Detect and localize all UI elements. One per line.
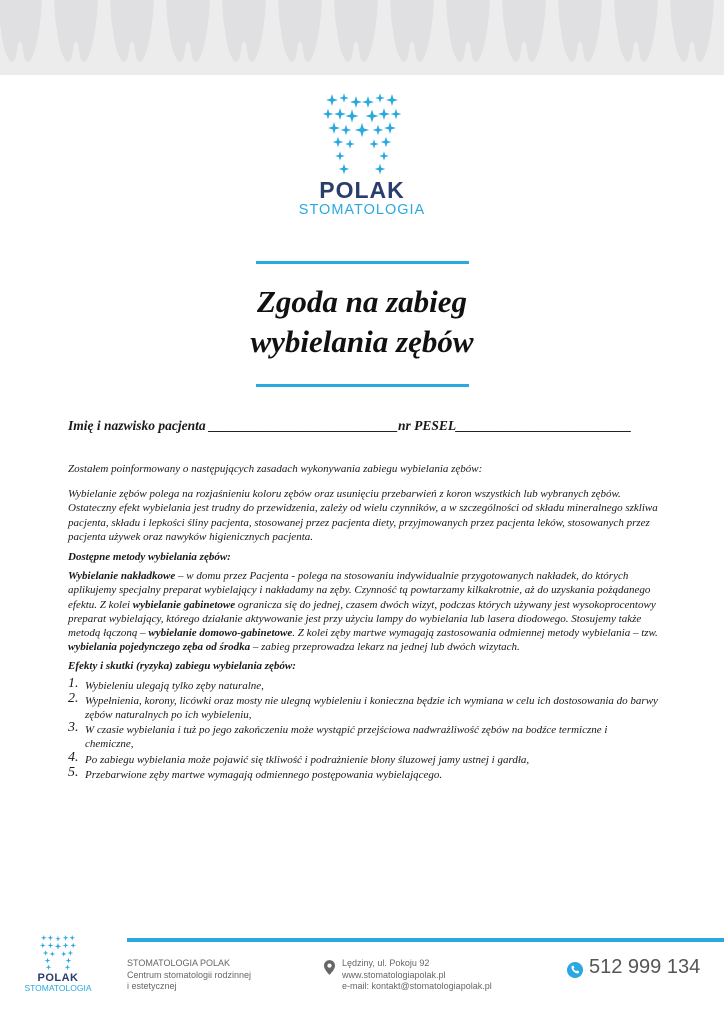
title-line-2: wybielania zębów — [250, 324, 474, 359]
intro-paragraph: Zostałem poinformowany o następujących zasadach wykonywania zabiegu wybielania zębów: — [68, 463, 483, 475]
footer-website-link[interactable]: www.stomatologiapolak.pl — [342, 969, 446, 980]
footer-brand-name: POLAK — [37, 972, 79, 984]
list-item-text: Po zabiegu wybielania może pojawić się tkliwość i podrażnienie błony śluzowej jamy ustnej i gardła, — [85, 753, 530, 766]
list-item-text: Wypełnienia, korony, licówki oraz mosty nie ulegną wybieleniu i konieczna będzie ich wymiana w celu ich dostosowania do barwy zębów naturalnych po ich wybieleniu, — [85, 694, 658, 722]
title-line-1: Zgoda na zabieg — [256, 284, 468, 319]
methods-paragraph — [68, 569, 658, 654]
page-title — [0, 282, 724, 362]
header-band — [0, 0, 724, 75]
list-item — [68, 675, 658, 693]
effects-list — [68, 675, 658, 782]
methods-heading: Dostępne metody wybielania zębów: — [68, 551, 231, 564]
method-office-term: wybielanie gabinetowe — [132, 598, 236, 611]
title-rule-top — [256, 261, 469, 264]
footer-contact-info — [342, 958, 492, 993]
methods-text-2: ogranicza się do jednej, czasem dwóch wizyt, podczas których używany jest wysokoprocentowy preparat wybielający, którego działanie aktywowanie jest przy użyciu lampy do wybielania lub lasera diodowego. Stosujemy także metodą łączoną – — [68, 598, 656, 640]
phone-icon — [567, 962, 583, 978]
description-paragraph: Wybielanie zębów polega na rozjaśnieniu koloru zębów oraz usunięciu przebarwień z koron wszystkich lub wybranych zębów. Ostateczny efekt wybielania jest trudny do przewidzenia, zależy od wielu czynników, a w szczególności od składu mineralnego szkliwa pacjenta, składu i lepkości śliny pacjenta, stosowanej przez pacjenta diety, przyjmowanych przez pacjenta leków, stosowanych przez pacjenta używek oraz nawyków higienicznych pacjenta. — [68, 488, 658, 543]
patient-info-line — [68, 418, 668, 434]
footer-company-name: STOMATOLOGIA POLAK — [127, 958, 231, 968]
list-item — [68, 749, 658, 767]
pesel-field[interactable]: __________________________ — [456, 418, 632, 433]
method-combined-term: wybielanie domowo-gabinetowe — [148, 627, 293, 640]
list-item-number: 4. — [68, 749, 79, 765]
consent-body — [68, 462, 658, 783]
title-rule-bottom — [256, 384, 469, 387]
effects-heading: Efekty i skutki (ryzyka) zabiegu wybielania zębów: — [68, 660, 296, 673]
pesel-label: nr PESEL — [398, 418, 457, 433]
methods-text-1: – w domu przez Pacjenta - polega na stosowaniu indywidualnie przygotowanych nakładek, do których aplikujemy specjalny preparat wybielający i nakładamy na zęby. Czynność tą powtarzamy kilkakrotnie, aż do uzyskania pożądanego efektu. Z kolei — [68, 570, 651, 611]
list-item-number: 1. — [68, 675, 79, 691]
method-overlay-term: Wybielanie nakładkowe — [68, 570, 176, 583]
list-item-text: W czasie wybielania i tuż po jego zakończeniu może wystąpić przejściowa nadwrażliwość zębów na bodźce termiczne i chemiczne, — [85, 724, 608, 751]
methods-text-3: . Z kolei zęby martwe wymagają zastosowania odmiennej metody wybielania – tzw. — [292, 627, 658, 640]
footer-rule — [127, 938, 724, 942]
list-item — [68, 764, 658, 782]
brand-logo — [0, 92, 724, 218]
tooth-pattern — [0, 0, 724, 75]
list-item — [68, 720, 658, 751]
list-item-number: 2. — [68, 690, 79, 706]
brand-subtitle: STOMATOLOGIA — [298, 202, 426, 218]
footer-company-info — [127, 958, 251, 993]
list-item — [68, 690, 658, 722]
list-item-text: Wybieleniu ulegają tylko zęby naturalne, — [85, 679, 264, 692]
list-item-number: 5. — [68, 764, 79, 780]
list-item-number: 3. — [68, 720, 79, 736]
footer-brand-subtitle: STOMATOLOGIA — [24, 983, 92, 993]
location-pin-icon — [324, 960, 335, 975]
list-item-text: Przebarwione zęby martwe wymagają odmiennego postępowania wybielającego. — [85, 768, 443, 781]
method-single-tooth-term: wybielania pojedynczego zęba od środka — [68, 641, 251, 654]
footer-address: Lędziny, ul. Pokoju 92 — [342, 958, 430, 968]
sparkle-tooth-logo-icon — [320, 92, 404, 176]
footer-logo — [24, 934, 92, 993]
footer-description-2: i estetycznej — [127, 981, 177, 991]
patient-name-field[interactable]: ____________________________ — [209, 418, 399, 433]
methods-text-4: – zabieg przeprowadza lekarz na jednej lub dwóch wizytach. — [250, 641, 520, 654]
footer-description-1: Centrum stomatologii rodzinnej — [127, 969, 252, 980]
sparkle-tooth-logo-icon — [38, 934, 78, 972]
brand-name: POLAK — [319, 177, 405, 203]
footer-email-link[interactable]: e-mail: kontakt@stomatologiapolak.pl — [342, 981, 492, 991]
footer-phone-number[interactable]: 512 999 134 — [589, 956, 701, 978]
patient-name-label: Imię i nazwisko pacjenta — [68, 418, 206, 433]
